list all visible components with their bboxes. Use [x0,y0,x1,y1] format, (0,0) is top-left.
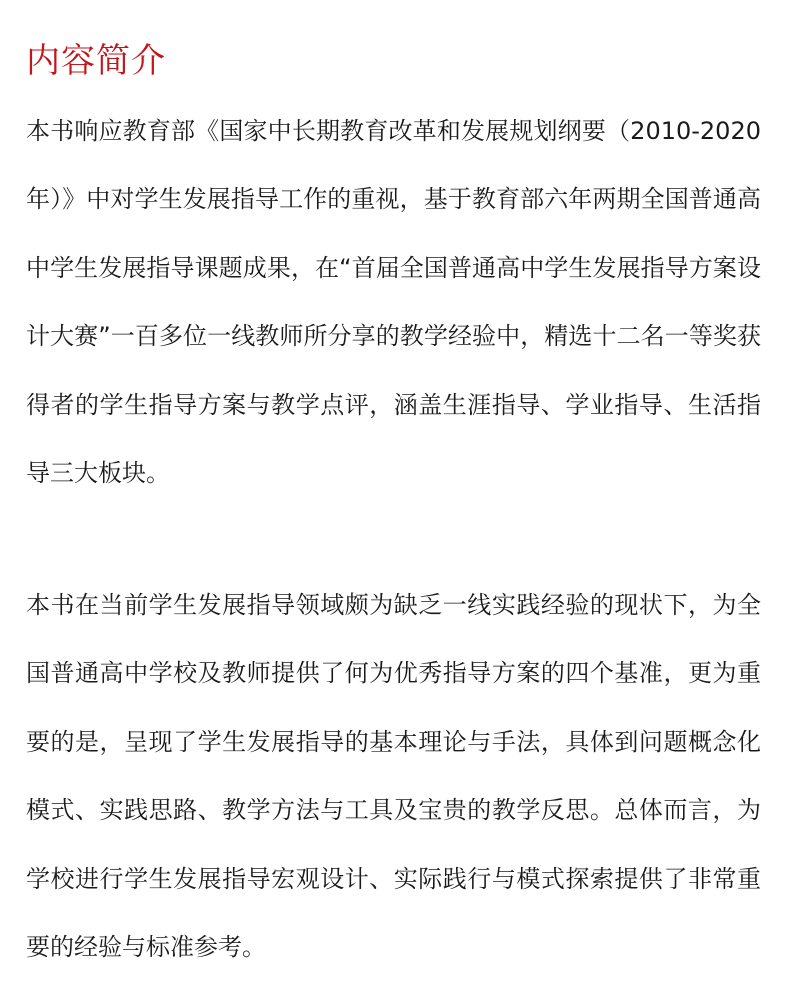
intro-paragraph-1: 本书响应教育部《国家中长期教育改革和发展规划纲要（2010-2020年）》中对学生发展指导工作的重视，基于教育部六年两期全国普通高中学生发展指导课题成果，在“首届全国普通高中学生发展指导方案设计大赛”一百多位一线教师所分享的教学经验中，精选十二名一等奖获得者的学生指导方案与教学点评，涵盖生涯指导、学业指导、生活指导三大板块。 [26,117,761,488]
section-title: 内容简介 [26,41,166,81]
intro-paragraph-2: 本书在当前学生发展指导领域颇为缺乏一线实践经验的现状下，为全国普通高中学校及教师提供了何为优秀指导方案的四个基准，更为重要的是，呈现了学生发展指导的基本理论与手法，具体到问题概念化模式、实践思路、教学方法与工具及宝贵的教学反思。总体而言，为学校进行学生发展指导宏观设计、实际践行与模式探索提供了非常重要的经验与标准参考。 [26,591,761,962]
